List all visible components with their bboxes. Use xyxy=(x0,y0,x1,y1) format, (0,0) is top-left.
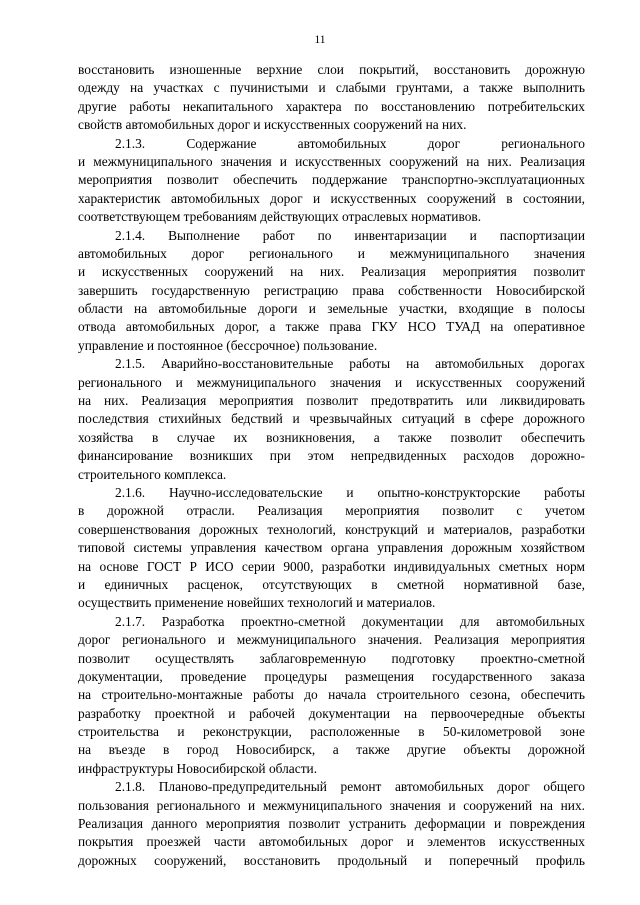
text-line: документации, проведение процедуры размещения государственного заказа xyxy=(78,668,585,684)
text-line: соответствующем требованиям действующих отраслевых нормативов. xyxy=(78,209,482,225)
text-line: на них. Реализация мероприятия позволит предотвратить или ликвидировать xyxy=(78,393,585,409)
text-line: хозяйства в случае их возникновения, а также позволит обеспечить xyxy=(78,429,585,445)
paragraph-2-1-6 xyxy=(78,484,585,613)
text-line: 2.1.8. Планово-предупредительный ремонт автомобильных дорог общего xyxy=(115,779,585,795)
text-line: восстановить изношенные верхние слои покрытий, восстановить дорожную xyxy=(78,62,585,77)
text-line: строительства и реконструкции, расположенные в 50-километровой зоне xyxy=(78,724,585,740)
text-line: на въезде в город Новосибирск, а также другие объекты дорожной xyxy=(78,742,585,758)
text-line: мероприятия позволит обеспечить поддержание транспортно-эксплуатационных xyxy=(78,172,585,188)
paragraph-2-1-3 xyxy=(78,135,585,227)
text-line: 2.1.3. Содержание автомобильных дорог регионального xyxy=(115,135,585,151)
text-line: управление и постоянное (бессрочное) пользование. xyxy=(78,337,378,353)
text-line: 2.1.5. Аварийно-восстановительные работы на автомобильных дорогах xyxy=(115,356,585,372)
text-line: дорожных сооружений, восстановить продольный и поперечный профиль xyxy=(78,852,585,868)
text-line: в дорожной отрасли. Реализация мероприятия позволит с учетом xyxy=(78,503,585,519)
document-body xyxy=(78,61,585,870)
text-line: совершенствования дорожных технологий, конструкций и материалов, разработки xyxy=(78,521,585,537)
text-line: и межмуниципального значения и искусственных сооружений на них. Реализация xyxy=(78,153,585,169)
text-line: свойств автомобильных дорог и искусственных сооружений на них. xyxy=(78,117,467,133)
text-line: инфраструктуры Новосибирской области. xyxy=(78,760,318,776)
text-line: покрытия проезжей части автомобильных дорог и элементов искусственных xyxy=(78,834,585,850)
paragraph-continuation xyxy=(78,61,585,135)
paragraph-2-1-8 xyxy=(78,778,585,870)
text-line: дорог регионального и межмуниципального значения. Реализация мероприятия xyxy=(78,632,585,648)
text-line: другие работы некапитального характера по восстановлению потребительских xyxy=(78,98,585,114)
text-line: пользования регионального и межмуниципального значения и сооружений на них. xyxy=(78,797,585,813)
text-line: на основе ГОСТ Р ИСО серии 9000, разработки индивидуальных сметных норм xyxy=(78,558,585,574)
text-line: последствия стихийных бедствий и чрезвычайных ситуаций в сфере дорожного xyxy=(78,411,585,427)
text-line: области на автомобильные дороги и земельные участки, входящие в полосы xyxy=(78,301,585,317)
text-line: разработку проектной и рабочей документации на первоочередные объекты xyxy=(78,705,585,721)
text-line: Реализация данного мероприятия позволит устранить деформации и повреждения xyxy=(78,816,585,832)
text-line: позволит осуществлять заблаговременную подготовку проектно-сметной xyxy=(78,650,585,666)
text-line: на строительно-монтажные работы до начала строительного сезона, обеспечить xyxy=(78,687,585,703)
text-line: завершить государственную регистрацию права собственности Новосибирской xyxy=(78,282,585,298)
page-number: 11 xyxy=(314,34,326,46)
text-line: финансирование возникших при этом непредвиденных расходов дорожно- xyxy=(78,448,585,464)
text-line: строительного комплекса. xyxy=(78,466,227,482)
text-line: 2.1.6. Научно-исследовательские и опытно-конструкторские работы xyxy=(115,484,585,500)
text-line: характеристик автомобильных дорог и искусственных сооружений в состоянии, xyxy=(78,190,585,206)
text-line: и единичных расценок, отсутствующих в сметной нормативной базе, xyxy=(78,576,585,592)
text-line: осуществить применение новейших технологий и материалов. xyxy=(78,595,436,611)
text-line: и искусственных сооружений на них. Реализация мероприятия позволит xyxy=(78,264,585,280)
paragraph-2-1-4 xyxy=(78,227,585,356)
text-line: регионального и межмуниципального значения и искусственных сооружений xyxy=(78,374,585,390)
text-line: типовой системы управления качеством органа управления дорожным хозяйством xyxy=(78,540,585,556)
text-line: автомобильных дорог регионального и межмуниципального значения xyxy=(78,245,585,261)
text-line: одежду на участках с пучинистыми и слабыми грунтами, а также выполнить xyxy=(78,80,585,96)
text-line: 2.1.7. Разработка проектно-сметной документации для автомобильных xyxy=(115,613,585,629)
text-line: 2.1.4. Выполнение работ по инвентаризации и паспортизации xyxy=(115,227,585,243)
paragraph-2-1-5 xyxy=(78,355,585,484)
paragraph-2-1-7 xyxy=(78,613,585,779)
text-line: отвода автомобильных дорог, а также права ГКУ НСО ТУАД на оперативное xyxy=(78,319,585,335)
